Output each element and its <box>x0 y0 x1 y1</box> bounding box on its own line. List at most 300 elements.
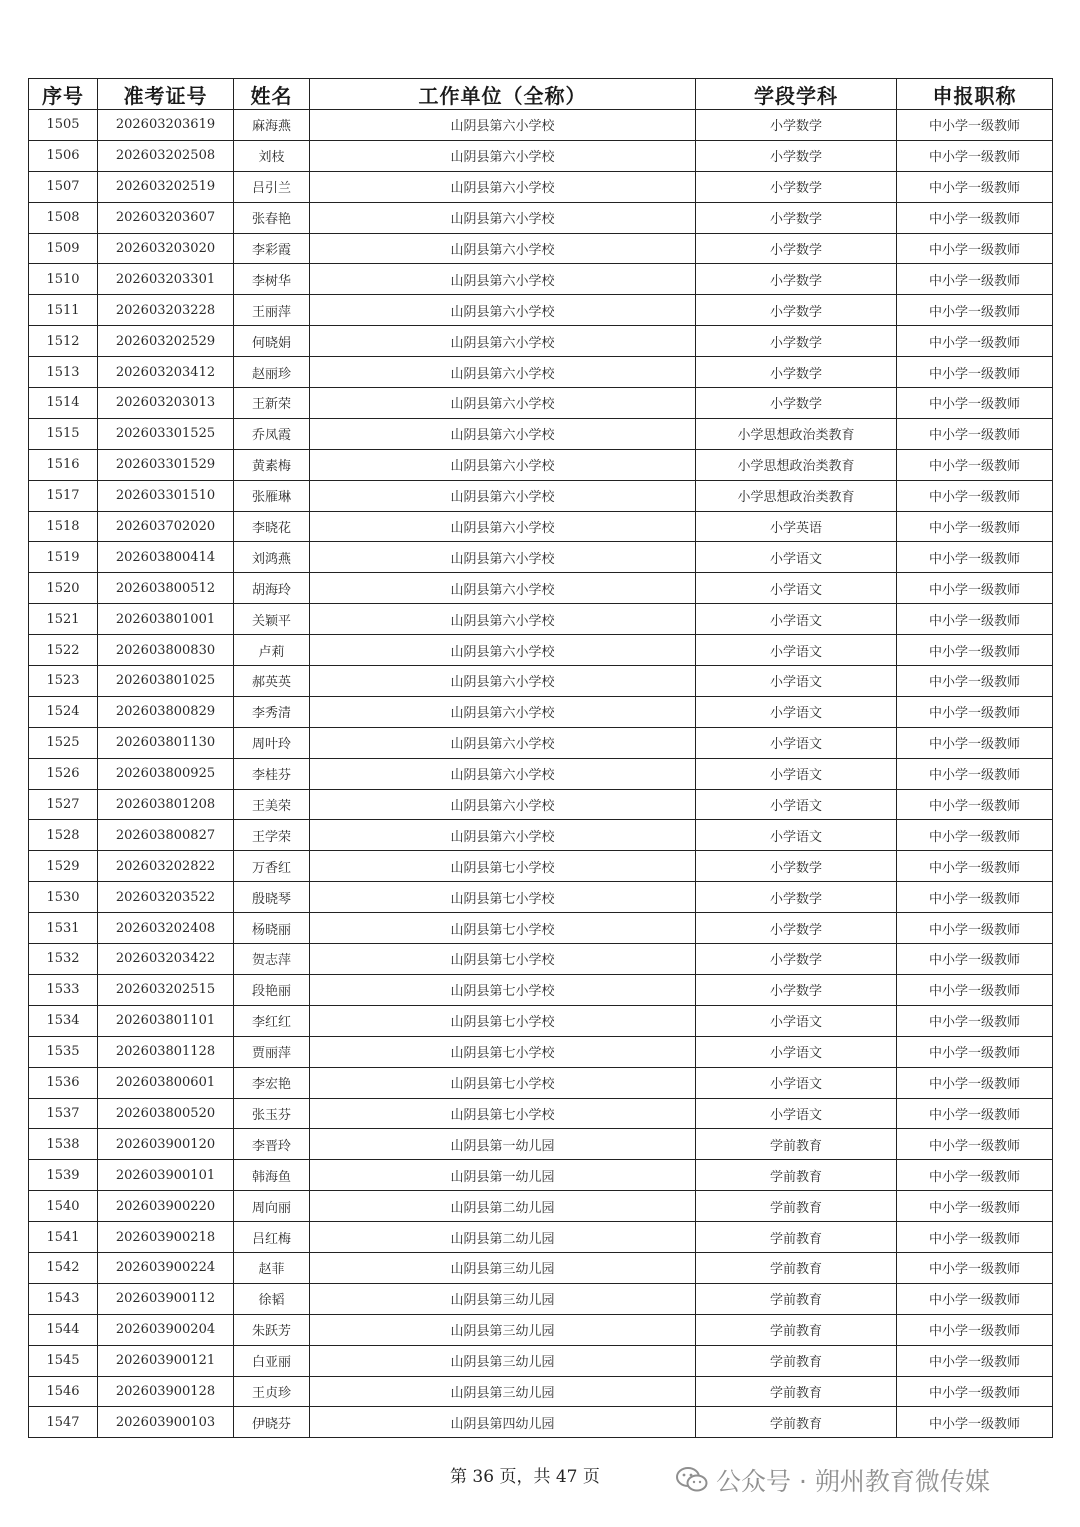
cell-seq: 1508 <box>29 202 98 233</box>
cell-exam-number: 202603900112 <box>98 1283 234 1314</box>
cell-exam-number: 202603800925 <box>98 758 234 789</box>
cell-name: 胡海玲 <box>234 573 310 604</box>
cell-work-unit: 山阴县第七小学校 <box>310 974 696 1005</box>
cell-title-applied: 中小学一级教师 <box>897 913 1053 944</box>
cell-seq: 1530 <box>29 882 98 913</box>
cell-stage-subject: 小学语文 <box>696 542 897 573</box>
cell-exam-number: 202603202508 <box>98 140 234 171</box>
cell-seq: 1538 <box>29 1129 98 1160</box>
cell-seq: 1545 <box>29 1345 98 1376</box>
cell-stage-subject: 学前教育 <box>696 1314 897 1345</box>
table-row <box>29 604 1053 635</box>
table-row <box>29 542 1053 573</box>
table-row <box>29 913 1053 944</box>
table-row <box>29 696 1053 727</box>
cell-title-applied: 中小学一级教师 <box>897 1067 1053 1098</box>
table-row <box>29 1314 1053 1345</box>
roster-table <box>28 78 1053 1438</box>
table-row <box>29 1098 1053 1129</box>
cell-seq: 1529 <box>29 851 98 882</box>
cell-work-unit: 山阴县第一幼儿园 <box>310 1129 696 1160</box>
cell-name: 韩海鱼 <box>234 1160 310 1191</box>
table-row <box>29 140 1053 171</box>
header-title-applied: 申报职称 <box>897 79 1053 110</box>
cell-stage-subject: 小学英语 <box>696 511 897 542</box>
cell-stage-subject: 小学数学 <box>696 974 897 1005</box>
table-row <box>29 357 1053 388</box>
table-row <box>29 1067 1053 1098</box>
cell-title-applied: 中小学一级教师 <box>897 480 1053 511</box>
cell-work-unit: 山阴县第六小学校 <box>310 573 696 604</box>
cell-exam-number: 202603801208 <box>98 789 234 820</box>
table-row <box>29 1160 1053 1191</box>
cell-name: 黄素梅 <box>234 449 310 480</box>
cell-seq: 1505 <box>29 110 98 141</box>
cell-stage-subject: 小学语文 <box>696 604 897 635</box>
cell-title-applied: 中小学一级教师 <box>897 418 1053 449</box>
table-row <box>29 1191 1053 1222</box>
cell-title-applied: 中小学一级教师 <box>897 727 1053 758</box>
table-row <box>29 264 1053 295</box>
cell-name: 杨晓丽 <box>234 913 310 944</box>
cell-work-unit: 山阴县第三幼儿园 <box>310 1376 696 1407</box>
cell-stage-subject: 小学数学 <box>696 357 897 388</box>
table-row <box>29 758 1053 789</box>
cell-seq: 1509 <box>29 233 98 264</box>
cell-work-unit: 山阴县第三幼儿园 <box>310 1252 696 1283</box>
cell-seq: 1542 <box>29 1252 98 1283</box>
table-row <box>29 727 1053 758</box>
cell-exam-number: 202603203422 <box>98 944 234 975</box>
cell-name: 张雁琳 <box>234 480 310 511</box>
cell-name: 王新荣 <box>234 388 310 419</box>
cell-exam-number: 202603702020 <box>98 511 234 542</box>
cell-title-applied: 中小学一级教师 <box>897 696 1053 727</box>
cell-name: 李红红 <box>234 1005 310 1036</box>
cell-title-applied: 中小学一级教师 <box>897 1345 1053 1376</box>
cell-exam-number: 202603202408 <box>98 913 234 944</box>
cell-title-applied: 中小学一级教师 <box>897 789 1053 820</box>
cell-stage-subject: 学前教育 <box>696 1407 897 1438</box>
cell-title-applied: 中小学一级教师 <box>897 974 1053 1005</box>
cell-seq: 1536 <box>29 1067 98 1098</box>
cell-work-unit: 山阴县第六小学校 <box>310 388 696 419</box>
cell-seq: 1519 <box>29 542 98 573</box>
table-row <box>29 202 1053 233</box>
cell-stage-subject: 学前教育 <box>696 1222 897 1253</box>
table-row <box>29 511 1053 542</box>
cell-stage-subject: 小学语文 <box>696 1036 897 1067</box>
table-row <box>29 110 1053 141</box>
table-row <box>29 944 1053 975</box>
cell-name: 徐韬 <box>234 1283 310 1314</box>
cell-name: 赵丽珍 <box>234 357 310 388</box>
cell-name: 王学荣 <box>234 820 310 851</box>
cell-title-applied: 中小学一级教师 <box>897 1036 1053 1067</box>
cell-name: 李彩霞 <box>234 233 310 264</box>
cell-exam-number: 202603301525 <box>98 418 234 449</box>
cell-seq: 1537 <box>29 1098 98 1129</box>
cell-exam-number: 202603203013 <box>98 388 234 419</box>
page-number: 第 36 页，共 47 页 <box>450 1467 600 1487</box>
table-row <box>29 820 1053 851</box>
cell-seq: 1517 <box>29 480 98 511</box>
cell-exam-number: 202603202822 <box>98 851 234 882</box>
cell-name: 李树华 <box>234 264 310 295</box>
cell-work-unit: 山阴县第二幼儿园 <box>310 1222 696 1253</box>
cell-exam-number: 202603202515 <box>98 974 234 1005</box>
cell-work-unit: 山阴县第六小学校 <box>310 202 696 233</box>
cell-seq: 1511 <box>29 295 98 326</box>
cell-work-unit: 山阴县第六小学校 <box>310 326 696 357</box>
cell-name: 李晓花 <box>234 511 310 542</box>
cell-work-unit: 山阴县第七小学校 <box>310 913 696 944</box>
cell-title-applied: 中小学一级教师 <box>897 1005 1053 1036</box>
cell-title-applied: 中小学一级教师 <box>897 1191 1053 1222</box>
cell-name: 白亚丽 <box>234 1345 310 1376</box>
cell-work-unit: 山阴县第七小学校 <box>310 882 696 913</box>
cell-work-unit: 山阴县第七小学校 <box>310 851 696 882</box>
header-exam-number: 准考证号 <box>98 79 234 110</box>
cell-seq: 1521 <box>29 604 98 635</box>
cell-name: 殷晓琴 <box>234 882 310 913</box>
cell-name: 段艳丽 <box>234 974 310 1005</box>
cell-title-applied: 中小学一级教师 <box>897 573 1053 604</box>
cell-stage-subject: 小学思想政治类教育 <box>696 418 897 449</box>
cell-work-unit: 山阴县第二幼儿园 <box>310 1191 696 1222</box>
cell-name: 刘鸿燕 <box>234 542 310 573</box>
cell-exam-number: 202603202529 <box>98 326 234 357</box>
cell-title-applied: 中小学一级教师 <box>897 1098 1053 1129</box>
cell-title-applied: 中小学一级教师 <box>897 511 1053 542</box>
cell-work-unit: 山阴县第七小学校 <box>310 1067 696 1098</box>
table-row <box>29 1036 1053 1067</box>
table-row <box>29 573 1053 604</box>
cell-seq: 1525 <box>29 727 98 758</box>
cell-work-unit: 山阴县第六小学校 <box>310 635 696 666</box>
cell-exam-number: 202603801001 <box>98 604 234 635</box>
cell-exam-number: 202603800827 <box>98 820 234 851</box>
cell-title-applied: 中小学一级教师 <box>897 851 1053 882</box>
cell-stage-subject: 小学语文 <box>696 635 897 666</box>
table-row <box>29 1407 1053 1438</box>
cell-seq: 1506 <box>29 140 98 171</box>
cell-work-unit: 山阴县第六小学校 <box>310 604 696 635</box>
table-header-row <box>29 79 1053 110</box>
cell-name: 李晋玲 <box>234 1129 310 1160</box>
cell-seq: 1527 <box>29 789 98 820</box>
cell-exam-number: 202603203619 <box>98 110 234 141</box>
cell-title-applied: 中小学一级教师 <box>897 140 1053 171</box>
cell-stage-subject: 小学数学 <box>696 233 897 264</box>
cell-name: 吕引兰 <box>234 171 310 202</box>
cell-name: 吕红梅 <box>234 1222 310 1253</box>
cell-exam-number: 202603900224 <box>98 1252 234 1283</box>
cell-stage-subject: 学前教育 <box>696 1376 897 1407</box>
cell-exam-number: 202603203412 <box>98 357 234 388</box>
cell-seq: 1514 <box>29 388 98 419</box>
cell-stage-subject: 小学数学 <box>696 295 897 326</box>
cell-stage-subject: 小学思想政治类教育 <box>696 480 897 511</box>
cell-title-applied: 中小学一级教师 <box>897 1407 1053 1438</box>
cell-seq: 1526 <box>29 758 98 789</box>
cell-exam-number: 202603900101 <box>98 1160 234 1191</box>
cell-seq: 1513 <box>29 357 98 388</box>
cell-seq: 1528 <box>29 820 98 851</box>
watermark-text: 公众号 · 朔州教育微传媒 <box>716 1467 990 1496</box>
table-row <box>29 1222 1053 1253</box>
cell-exam-number: 202603800414 <box>98 542 234 573</box>
cell-seq: 1522 <box>29 635 98 666</box>
table-row <box>29 789 1053 820</box>
wechat-icon <box>676 1466 708 1494</box>
cell-seq: 1507 <box>29 171 98 202</box>
table-row <box>29 1129 1053 1160</box>
table-row <box>29 851 1053 882</box>
cell-title-applied: 中小学一级教师 <box>897 326 1053 357</box>
cell-title-applied: 中小学一级教师 <box>897 233 1053 264</box>
cell-stage-subject: 学前教育 <box>696 1345 897 1376</box>
table-row <box>29 882 1053 913</box>
cell-stage-subject: 小学数学 <box>696 326 897 357</box>
cell-name: 赵菲 <box>234 1252 310 1283</box>
cell-work-unit: 山阴县第一幼儿园 <box>310 1160 696 1191</box>
cell-stage-subject: 小学语文 <box>696 1005 897 1036</box>
table-row <box>29 326 1053 357</box>
cell-exam-number: 202603203607 <box>98 202 234 233</box>
cell-exam-number: 202603203228 <box>98 295 234 326</box>
cell-title-applied: 中小学一级教师 <box>897 295 1053 326</box>
cell-stage-subject: 小学数学 <box>696 882 897 913</box>
cell-title-applied: 中小学一级教师 <box>897 110 1053 141</box>
header-name: 姓名 <box>234 79 310 110</box>
cell-exam-number: 202603900220 <box>98 1191 234 1222</box>
cell-exam-number: 202603203522 <box>98 882 234 913</box>
cell-stage-subject: 小学数学 <box>696 171 897 202</box>
cell-work-unit: 山阴县第七小学校 <box>310 1036 696 1067</box>
cell-name: 张玉芬 <box>234 1098 310 1129</box>
cell-exam-number: 202603900120 <box>98 1129 234 1160</box>
cell-work-unit: 山阴县第六小学校 <box>310 264 696 295</box>
cell-name: 卢莉 <box>234 635 310 666</box>
cell-stage-subject: 小学语文 <box>696 666 897 697</box>
cell-work-unit: 山阴县第六小学校 <box>310 727 696 758</box>
cell-stage-subject: 学前教育 <box>696 1129 897 1160</box>
cell-name: 关颖平 <box>234 604 310 635</box>
cell-name: 郝英英 <box>234 666 310 697</box>
cell-title-applied: 中小学一级教师 <box>897 820 1053 851</box>
cell-title-applied: 中小学一级教师 <box>897 604 1053 635</box>
cell-work-unit: 山阴县第六小学校 <box>310 233 696 264</box>
cell-stage-subject: 学前教育 <box>696 1191 897 1222</box>
cell-seq: 1532 <box>29 944 98 975</box>
cell-name: 刘枝 <box>234 140 310 171</box>
table-row <box>29 974 1053 1005</box>
cell-name: 贺志萍 <box>234 944 310 975</box>
cell-title-applied: 中小学一级教师 <box>897 1376 1053 1407</box>
cell-stage-subject: 小学语文 <box>696 1098 897 1129</box>
cell-stage-subject: 小学数学 <box>696 913 897 944</box>
cell-exam-number: 202603202519 <box>98 171 234 202</box>
cell-seq: 1512 <box>29 326 98 357</box>
cell-work-unit: 山阴县第七小学校 <box>310 944 696 975</box>
cell-seq: 1547 <box>29 1407 98 1438</box>
table-row <box>29 295 1053 326</box>
cell-exam-number: 202603900103 <box>98 1407 234 1438</box>
cell-title-applied: 中小学一级教师 <box>897 1314 1053 1345</box>
table-row <box>29 1376 1053 1407</box>
cell-exam-number: 202603900121 <box>98 1345 234 1376</box>
cell-stage-subject: 小学数学 <box>696 851 897 882</box>
cell-name: 李宏艳 <box>234 1067 310 1098</box>
cell-exam-number: 202603900218 <box>98 1222 234 1253</box>
cell-work-unit: 山阴县第六小学校 <box>310 110 696 141</box>
cell-exam-number: 202603800520 <box>98 1098 234 1129</box>
cell-exam-number: 202603203020 <box>98 233 234 264</box>
cell-stage-subject: 小学语文 <box>696 573 897 604</box>
cell-work-unit: 山阴县第六小学校 <box>310 696 696 727</box>
cell-seq: 1544 <box>29 1314 98 1345</box>
cell-exam-number: 202603800829 <box>98 696 234 727</box>
cell-seq: 1520 <box>29 573 98 604</box>
cell-seq: 1510 <box>29 264 98 295</box>
cell-title-applied: 中小学一级教师 <box>897 202 1053 233</box>
table-row <box>29 388 1053 419</box>
roster-table-container <box>28 78 1052 1438</box>
cell-exam-number: 202603203301 <box>98 264 234 295</box>
header-work-unit: 工作单位（全称） <box>310 79 696 110</box>
cell-stage-subject: 小学语文 <box>696 696 897 727</box>
cell-title-applied: 中小学一级教师 <box>897 388 1053 419</box>
cell-name: 麻海燕 <box>234 110 310 141</box>
cell-stage-subject: 小学数学 <box>696 264 897 295</box>
cell-work-unit: 山阴县第六小学校 <box>310 418 696 449</box>
cell-work-unit: 山阴县第六小学校 <box>310 449 696 480</box>
cell-seq: 1546 <box>29 1376 98 1407</box>
cell-name: 何晓娟 <box>234 326 310 357</box>
cell-exam-number: 202603800830 <box>98 635 234 666</box>
table-row <box>29 171 1053 202</box>
cell-stage-subject: 小学语文 <box>696 820 897 851</box>
cell-title-applied: 中小学一级教师 <box>897 1222 1053 1253</box>
cell-title-applied: 中小学一级教师 <box>897 666 1053 697</box>
header-seq: 序号 <box>29 79 98 110</box>
cell-stage-subject: 小学数学 <box>696 388 897 419</box>
cell-name: 李秀清 <box>234 696 310 727</box>
table-row <box>29 480 1053 511</box>
cell-work-unit: 山阴县第三幼儿园 <box>310 1345 696 1376</box>
cell-seq: 1524 <box>29 696 98 727</box>
cell-title-applied: 中小学一级教师 <box>897 758 1053 789</box>
cell-work-unit: 山阴县第六小学校 <box>310 666 696 697</box>
cell-name: 王丽萍 <box>234 295 310 326</box>
cell-title-applied: 中小学一级教师 <box>897 542 1053 573</box>
cell-work-unit: 山阴县第六小学校 <box>310 140 696 171</box>
cell-name: 周向丽 <box>234 1191 310 1222</box>
table-row <box>29 1252 1053 1283</box>
cell-seq: 1516 <box>29 449 98 480</box>
cell-stage-subject: 学前教育 <box>696 1252 897 1283</box>
cell-stage-subject: 小学数学 <box>696 110 897 141</box>
cell-seq: 1523 <box>29 666 98 697</box>
cell-seq: 1534 <box>29 1005 98 1036</box>
cell-work-unit: 山阴县第三幼儿园 <box>310 1283 696 1314</box>
cell-title-applied: 中小学一级教师 <box>897 1129 1053 1160</box>
cell-work-unit: 山阴县第六小学校 <box>310 171 696 202</box>
cell-title-applied: 中小学一级教师 <box>897 171 1053 202</box>
cell-name: 乔凤霞 <box>234 418 310 449</box>
cell-seq: 1543 <box>29 1283 98 1314</box>
cell-seq: 1531 <box>29 913 98 944</box>
cell-exam-number: 202603301510 <box>98 480 234 511</box>
cell-stage-subject: 小学思想政治类教育 <box>696 449 897 480</box>
cell-work-unit: 山阴县第七小学校 <box>310 1098 696 1129</box>
cell-title-applied: 中小学一级教师 <box>897 449 1053 480</box>
table-row <box>29 233 1053 264</box>
cell-title-applied: 中小学一级教师 <box>897 1160 1053 1191</box>
cell-work-unit: 山阴县第六小学校 <box>310 511 696 542</box>
cell-name: 万香红 <box>234 851 310 882</box>
cell-work-unit: 山阴县第六小学校 <box>310 480 696 511</box>
cell-work-unit: 山阴县第六小学校 <box>310 542 696 573</box>
table-row <box>29 1345 1053 1376</box>
cell-work-unit: 山阴县第六小学校 <box>310 295 696 326</box>
cell-exam-number: 202603800512 <box>98 573 234 604</box>
cell-name: 朱跃芳 <box>234 1314 310 1345</box>
cell-seq: 1533 <box>29 974 98 1005</box>
cell-title-applied: 中小学一级教师 <box>897 944 1053 975</box>
cell-name: 伊晓芬 <box>234 1407 310 1438</box>
cell-stage-subject: 学前教育 <box>696 1160 897 1191</box>
cell-stage-subject: 小学语文 <box>696 1067 897 1098</box>
table-row <box>29 418 1053 449</box>
cell-work-unit: 山阴县第三幼儿园 <box>310 1314 696 1345</box>
cell-name: 王美荣 <box>234 789 310 820</box>
cell-title-applied: 中小学一级教师 <box>897 264 1053 295</box>
cell-title-applied: 中小学一级教师 <box>897 1283 1053 1314</box>
table-row <box>29 449 1053 480</box>
cell-title-applied: 中小学一级教师 <box>897 635 1053 666</box>
cell-work-unit: 山阴县第六小学校 <box>310 758 696 789</box>
table-body <box>29 110 1053 1438</box>
cell-exam-number: 202603801101 <box>98 1005 234 1036</box>
cell-title-applied: 中小学一级教师 <box>897 1252 1053 1283</box>
cell-name: 张春艳 <box>234 202 310 233</box>
cell-exam-number: 202603900204 <box>98 1314 234 1345</box>
cell-stage-subject: 小学数学 <box>696 202 897 233</box>
header-stage-subject: 学段学科 <box>696 79 897 110</box>
watermark <box>676 1462 990 1498</box>
cell-work-unit: 山阴县第六小学校 <box>310 357 696 388</box>
cell-seq: 1541 <box>29 1222 98 1253</box>
cell-name: 王贞珍 <box>234 1376 310 1407</box>
cell-exam-number: 202603800601 <box>98 1067 234 1098</box>
cell-work-unit: 山阴县第四幼儿园 <box>310 1407 696 1438</box>
table-row <box>29 666 1053 697</box>
cell-exam-number: 202603801130 <box>98 727 234 758</box>
cell-name: 贾丽萍 <box>234 1036 310 1067</box>
cell-stage-subject: 小学数学 <box>696 944 897 975</box>
cell-exam-number: 202603801025 <box>98 666 234 697</box>
cell-exam-number: 202603900128 <box>98 1376 234 1407</box>
cell-title-applied: 中小学一级教师 <box>897 882 1053 913</box>
cell-stage-subject: 小学语文 <box>696 758 897 789</box>
cell-seq: 1540 <box>29 1191 98 1222</box>
table-row <box>29 1283 1053 1314</box>
cell-seq: 1535 <box>29 1036 98 1067</box>
cell-seq: 1518 <box>29 511 98 542</box>
cell-name: 周叶玲 <box>234 727 310 758</box>
